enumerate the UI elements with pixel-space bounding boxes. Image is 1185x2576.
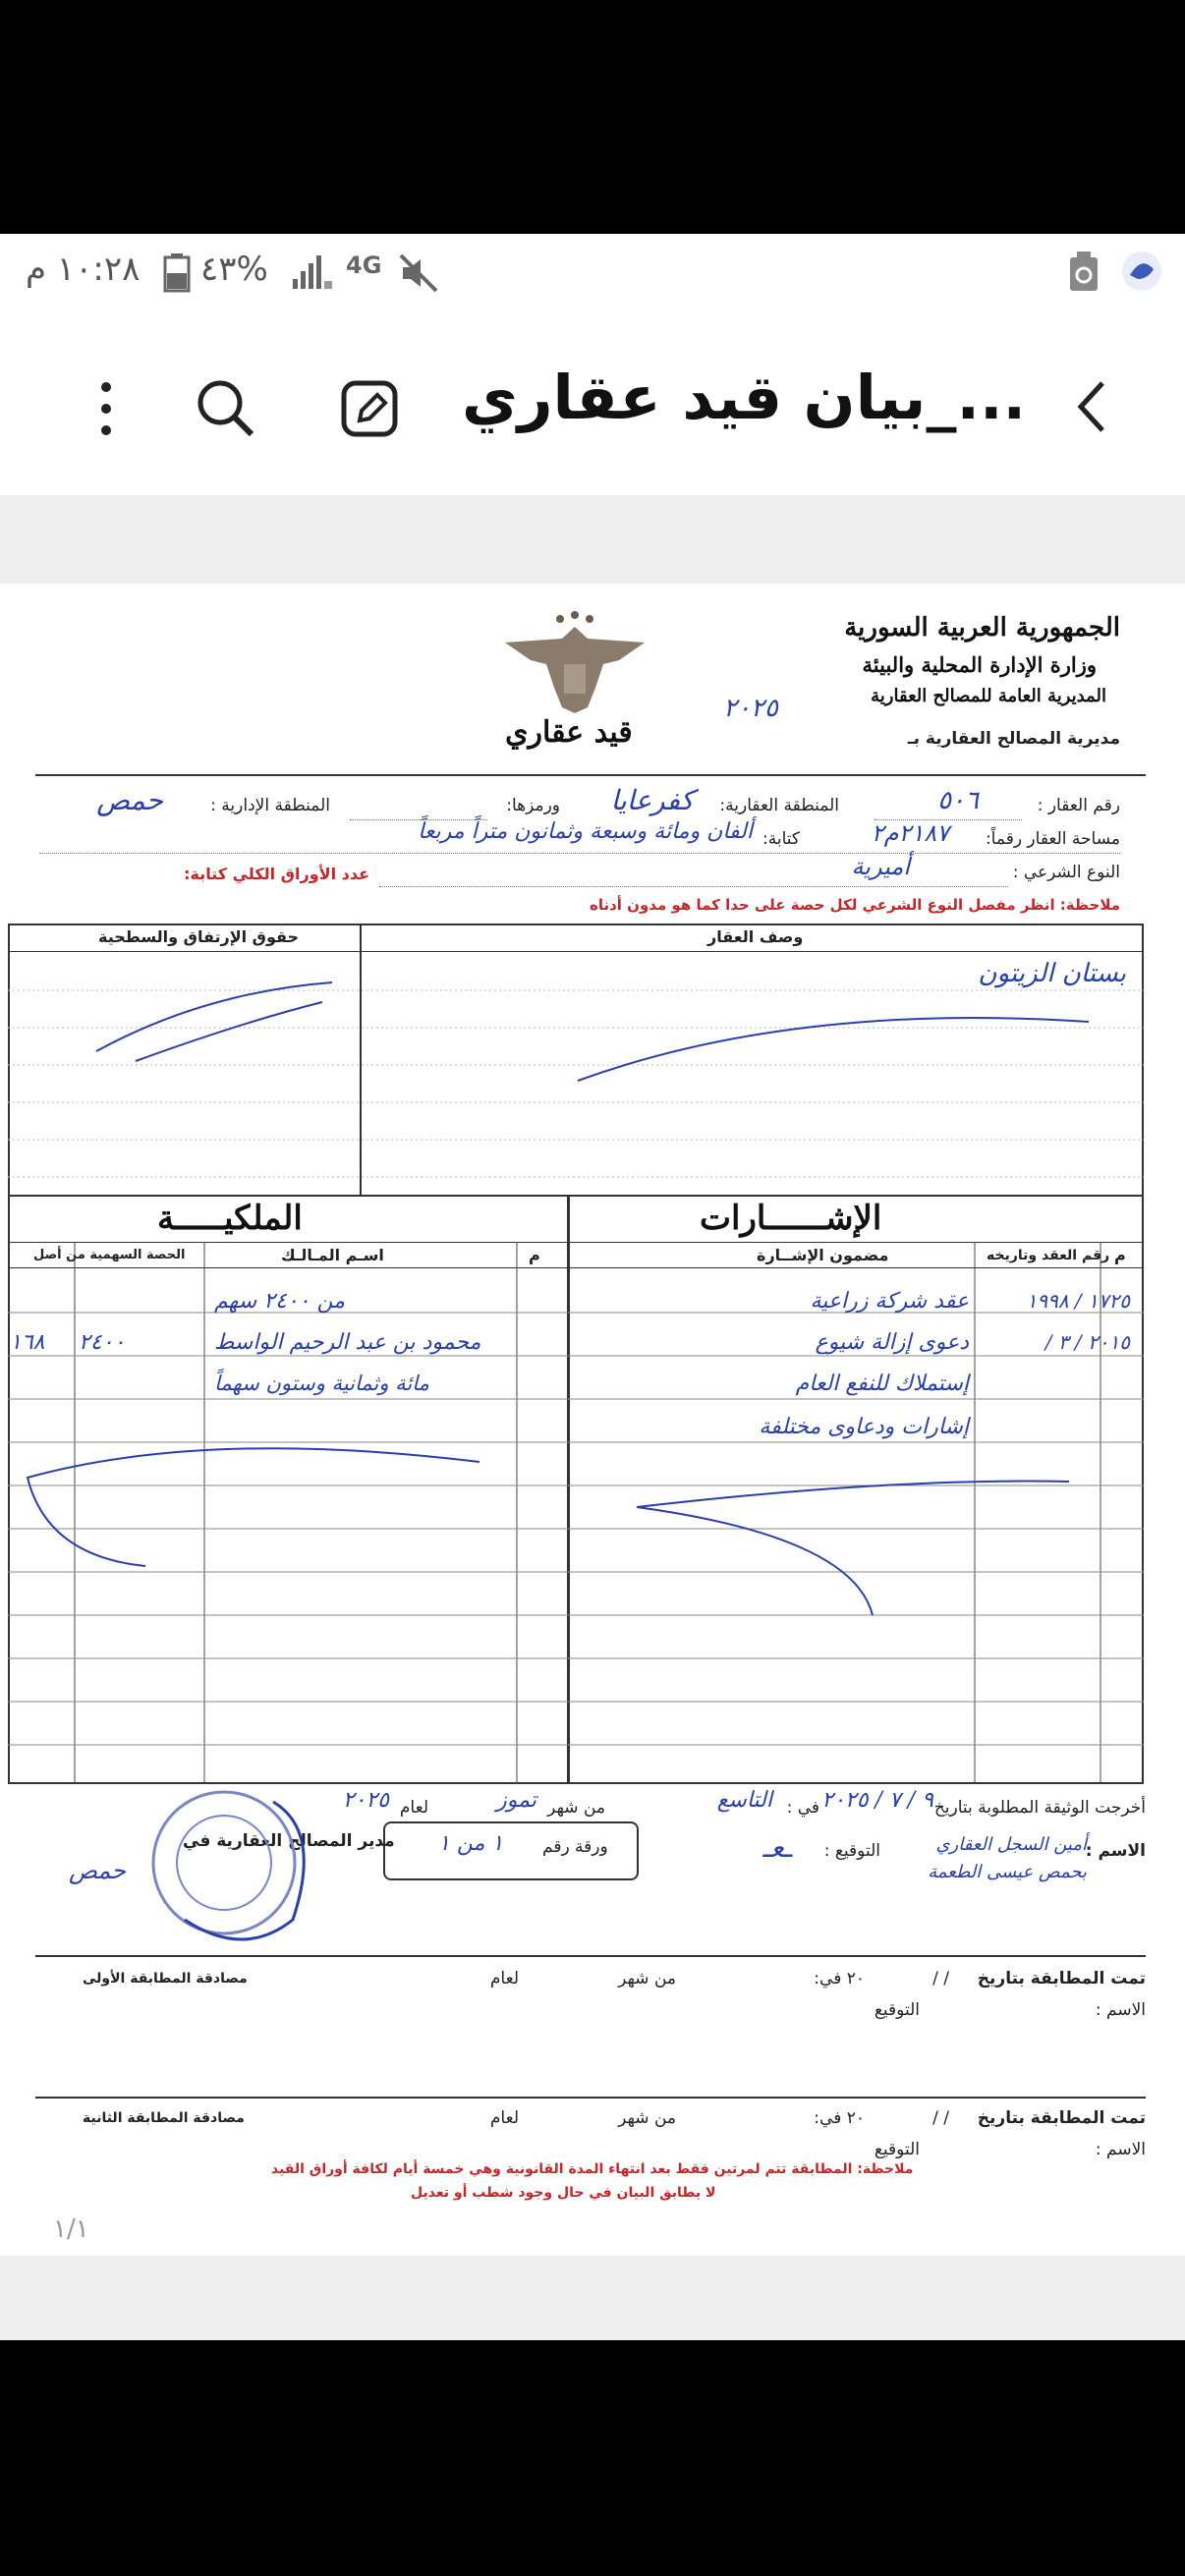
contract-row-2: ٢٠١٥ / ٣ / — [1044, 1330, 1130, 1354]
reference-handwritten: ٢٠٢٥ — [723, 694, 778, 723]
issued-day-value: التاسع — [716, 1788, 772, 1813]
col-description: وصف العقار — [707, 927, 804, 946]
owner-row-1: من ٢٤٠٠ سهم — [214, 1289, 346, 1314]
signature-label: التوقيع : — [823, 1841, 880, 1861]
property-area-label: المنطقة العقارية: — [719, 796, 839, 815]
sign-row-2: دعوى إزالة شيوع — [815, 1330, 969, 1355]
note-legal-type: ملاحظة: انظر مفصل النوع الشرعي لكل حصة على حدا كما هو مدون أدناه — [589, 896, 1120, 914]
owner-row-2: محمود بن عبد الرحيم الواسط — [214, 1330, 481, 1355]
ownership-title: الملكيـــــة — [157, 1199, 303, 1238]
description-value: بستان الزيتون — [978, 959, 1126, 988]
size-label: مساحة العقار رقماً: — [985, 829, 1120, 849]
signs-title: الإشــــــارات — [700, 1199, 882, 1238]
edit-button[interactable] — [338, 377, 401, 440]
col-owner-m: م — [529, 1246, 540, 1264]
col-share: الحصة السهمية من أصل — [33, 1248, 186, 1262]
emblem-title: قيد عقاري — [505, 715, 633, 750]
director-label: مدير المصالح العقارية في — [183, 1831, 395, 1851]
more-options-button[interactable] — [94, 377, 118, 440]
official-stamp-icon — [126, 1772, 332, 1949]
col-contract: رقم العقد وتاريخه — [987, 1248, 1110, 1263]
match1-date: / / — [932, 1969, 949, 1988]
header-divider — [35, 774, 1146, 776]
size-words-label: كتابة: — [762, 829, 800, 849]
col-easement: حقوق الإرتفاق والسطحية — [98, 927, 300, 946]
mute-icon — [397, 252, 440, 295]
admin-area-label: المنطقة الإدارية : — [210, 796, 330, 815]
match2-name: الاسم : — [1095, 2140, 1146, 2159]
document-title-wrap — [462, 362, 1027, 433]
size-words-value: ألفان ومائة وسبعة وثمانون متراً مربعاً — [418, 819, 753, 844]
match1-sign: التوقيع — [874, 2000, 920, 2020]
legal-type-value: أميرية — [851, 853, 910, 880]
match2-stamp: مصادقة المطابقة الثانية — [83, 2110, 245, 2126]
director-value: حمص — [69, 1857, 127, 1884]
match1-month: من شهر — [618, 1969, 676, 1988]
back-button[interactable] — [1073, 377, 1112, 436]
size-value: ٢١٨٧م٢ — [871, 819, 949, 847]
property-number-value: ٥٠٦ — [937, 786, 979, 815]
note-no-erasure: لا يطابق البيان في حال وجود شطب أو تعديل — [411, 2185, 716, 2201]
name-value: أمين السجل العقاري بحمص عيسى الطعمة — [928, 1834, 1087, 1882]
share-row-2: ١٦٨ — [10, 1330, 45, 1355]
col-sign-m: م — [1114, 1246, 1126, 1264]
gov-local-directorate: مديرية المصالح العقارية بـ — [907, 729, 1120, 749]
name-label: الاسم : — [1085, 1841, 1146, 1861]
viewer-background-bottom — [0, 2256, 1185, 2340]
contract-row-1: ١٧٢٥ / ١٩٩٨ — [1026, 1289, 1130, 1313]
issued-year-value: ٢٠٢٥ — [342, 1788, 389, 1813]
gov-directorate: المديرية العامة للمصالح العقارية — [871, 686, 1106, 706]
search-button[interactable] — [195, 377, 257, 440]
issued-day-label: في : — [786, 1798, 819, 1818]
document-title: بيان قيد عقاري_... — [462, 362, 1027, 433]
gov-ministry: وزارة الإدارة المحلية والبيئة — [862, 652, 1097, 677]
property-number-label: رقم العقار : — [1037, 796, 1120, 815]
eagle-emblem-icon — [501, 609, 649, 717]
match1-name: الاسم : — [1095, 2000, 1146, 2020]
battery-percent: %٤٣ — [200, 250, 268, 289]
sign-row-3: إستملاك للنفع العام — [795, 1372, 969, 1396]
signature-mark: ـعـ — [762, 1831, 792, 1864]
sign-row-4: إشارات ودعاوى مختلفة — [759, 1415, 969, 1439]
recycle-icon — [1067, 250, 1100, 293]
status-bar — [0, 234, 1185, 312]
app-avatar-icon — [1120, 250, 1163, 293]
match1-day: ٢٠ في: — [814, 1969, 865, 1988]
match1-label: تمت المطابقة بتاريخ — [977, 1969, 1146, 1988]
match2-sign: التوقيع — [874, 2140, 920, 2159]
match2-date: / / — [932, 2108, 949, 2128]
viewer-background — [0, 495, 1185, 584]
issued-label: أخرجت الوثيقة المطلوبة بتاريخ — [933, 1798, 1146, 1818]
code-label: ورمزها: — [506, 796, 560, 815]
issued-month-label: من شهر — [547, 1798, 605, 1818]
issued-date: ٩ / ٧ / ٢٠٢٥ — [821, 1788, 933, 1813]
battery-icon — [159, 253, 195, 293]
share-row-1: ٢٤٠٠ — [79, 1330, 126, 1355]
col-sign-content: مضمون الإشــارة — [757, 1246, 889, 1264]
match2-month: من شهر — [618, 2108, 676, 2128]
status-time: ١٠:٢٨ م — [26, 250, 141, 289]
note-matching: ملاحظة: المطابقة تتم لمرتين فقط بعد انتهاء المدة القانونية وهي خمسة أيام لكافة أوراق القيد — [271, 2161, 914, 2177]
match2-day: ٢٠ في: — [814, 2108, 865, 2128]
match1-stamp: مصادقة المطابقة الأولى — [83, 1971, 248, 1987]
sheet-value: ١ من ١ — [438, 1831, 504, 1856]
col-owner-name: اسـم المـالـك — [281, 1246, 384, 1264]
admin-area-value: حمص — [96, 784, 163, 816]
gov-republic: الجمهورية العربية السورية — [844, 613, 1120, 643]
property-area-value: كفرعايا — [610, 784, 694, 816]
legal-type-label: النوع الشرعي : — [1012, 863, 1120, 882]
sheet-label: ورقة رقم — [542, 1837, 608, 1857]
document-page[interactable] — [0, 584, 1185, 2256]
page-counter: ١/١ — [53, 2214, 89, 2244]
sign-row-1: عقد شركة زراعية — [810, 1289, 969, 1314]
issued-month-value: تموز — [496, 1788, 536, 1813]
match2-label: تمت المطابقة بتاريخ — [977, 2108, 1146, 2128]
issued-year-label: لعام — [399, 1798, 428, 1818]
owner-row-3: مائة وثمانية وستون سهماً — [214, 1372, 429, 1395]
signal-icon — [291, 252, 334, 291]
match1-year: لعام — [489, 1969, 519, 1988]
network-type: 4G — [346, 252, 382, 279]
pages-count-label: عدد الأوراق الكلي كتابة: — [184, 865, 369, 883]
app-bar — [0, 312, 1185, 495]
match2-year: لعام — [489, 2108, 519, 2128]
